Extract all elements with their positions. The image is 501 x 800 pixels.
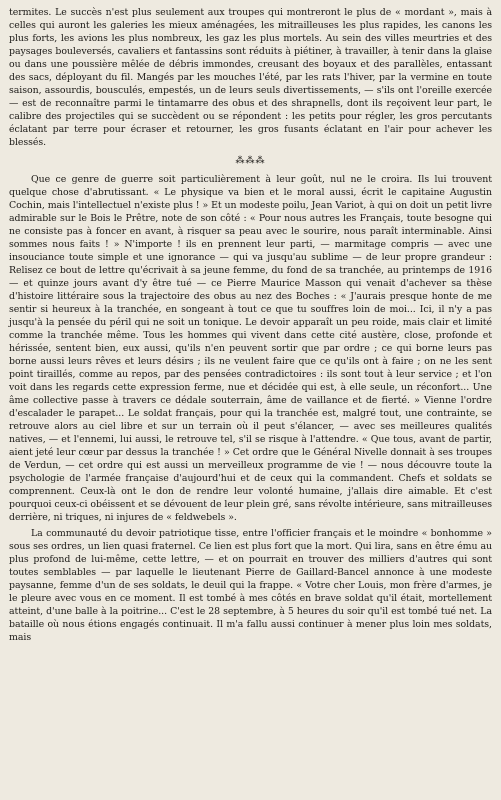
paragraph-patriotic-duty: La communauté du devoir patriotique tisse, entre l'officier français et le moindre « bonhomme » sous ses ordres, un lien quasi fraternel. Ce lien est plus fort que la mort. Qui lira, sans en être ému au plus profond de lui-même, cette lettre, — et on pourrait en trouver des milliers d'autres qui sont toutes semblables — par laquelle le lieutenant Pierre de Gaillard-Bancel annonce à une modeste paysanne, femme d'un de ses soldats, le deuil qui la frappe. « Votre cher Louis, mon frère d'armes, je le pleure avec vous en ce moment. Il est tombé à mes côtés en brave soldat qu'il était, mortellement atteint, d'une balle à la poitrine... C'est le 28 septembre, à 5 heures du soir qu'il est tombé tué net. La bataille où nous étions engagés continuait. Il m'a fallu aussi continuer à mener plus loin mes soldats, mais (9, 528, 492, 643)
paragraph-soldier-morale: Que ce genre de guerre soit particulièrement à leur goût, nul ne le croira. Ils lui trouvent quelque chose d'abrutissant. « Le physique va bien et le moral aussi, écrit le capitaine Augustin Cochin, mais l'intellectuel n'existe plus ! » Et un modeste poilu, Jean Variot, à qui on doit un petit livre admirable sur le Bois le Prêtre, note de son côté : « Pour nous autres les Français, toute besogne qui ne consiste pas à foncer en avant, à risquer sa peau avec le sourire, nous paraît interminable. Ainsi sommes nous faits ! » N'importe ! ils en prennent leur parti, — marmitage compris — avec une insouciance toute simple et une ignorance — qui va jusqu'au sublime — de leur propre grandeur : Relisez ce bout de lettre qu'écrivait à sa jeune femme, du fond de sa tranchée, au printemps de 1916 — et quinze jours avant d'y être tué — ce Pierre Maurice Masson qui venait d'achever sa thèse d'histoire littéraire sous la trajectoire des obus au nez des Boches : « J'aurais presque honte de me sentir si heureux à la tranchée, en songeant à tout ce que tu souffres loin de moi... Ici, il n'y a pas jusqu'à la pensée du péril qui ne soit un tonique. Le devoir apparaît un peu roide, mais clair et limité comme la tranchée même. Tous les hommes qui vivent dans cette cité austère, close, profonde et hérissée, sentent bien, eux aussi, qu'ils n'en peuvent sortir que par ordre ; ce qui borne leurs pas borne aussi leurs rêves et leurs désirs ; ils ne veulent faire que ce qu'ils ont à faire ; on ne les sent point tiraillés, comme au repos, par des pensées contradictoires : ils sont tout à leur service ; et l'on voit dans les regards cette expression ferme, nue et décidée qui est, à elle seule, un réconfort... Une âme collective passe à travers ce dédale souterrain, âme de vaillance et de fierté. » Vienne l'ordre d'escalader le parapet... Le soldat français, pour qui la tranchée est, malgré tout, une contrainte, se retrouve alors au ciel libre et sur un terrain où il peut s'élancer, — avec ses meilleures qualités natives, — et l'ennemi, lui aussi, le retrouve tel, s'il se risque à l'attendre. « Que tous, avant de partir, aient jeté leur cœur par dessus la tranchée ! » Cet ordre que le Général Nivelle donnait à ses troupes de Verdun, — cet ordre qui est aussi un merveilleux programme de vie ! — nous découvre toute la psychologie de l'armée française d'aujourd'hui et de ceux qui la commandent. Chefs et soldats se comprennent. Ceux-là ont le don de rendre leur volonté humaine, j'allais dire aimable. Et c'est pourquoi ceux-ci obéissent et se dévouent de leur plein gré, sans révolte intérieure, sans mitrailleuses derrière, ni triques, ni injures de « feldwebels ». (9, 174, 492, 523)
paragraph-trench-warfare: termites. Le succès n'est plus seulement aux troupes qui montreront le plus de « mordant », mais à celles qui auront les galeries les mieux aménagées, les mitrailleuses les plus rapides, les canons les plus forts, les avions les plus nombreux, les gaz les plus mortels. Au sein des villes meurtries et des paysages bouleversés, cavaliers et fantassins sont réduits à piétiner, à travailler, à tenir dans la glaise ou dans une poussière mêlée de débris immondes, creusant des boyaux et des parallèles, entassant des sacs, déployant du fil. Mangés par les mouches l'été, par les rats l'hiver, par la vermine en toute saison, assourdis, bousculés, empestés, un de leurs seuls divertissements, — s'ils ont l'oreille exercée — est de reconnaître parmi le tintamarre des obus et des shrapnells, dont ils reçoivent leur part, le calibre des projectiles qui se succèdent ou se répondent : les petits pour régler, les gros percutants éclatant par terre pour écraser et retourner, les gros fusants éclatant en l'air pour achever les blessés. (9, 7, 492, 148)
section-ornament: ⁂⁂⁂ (235, 156, 266, 166)
